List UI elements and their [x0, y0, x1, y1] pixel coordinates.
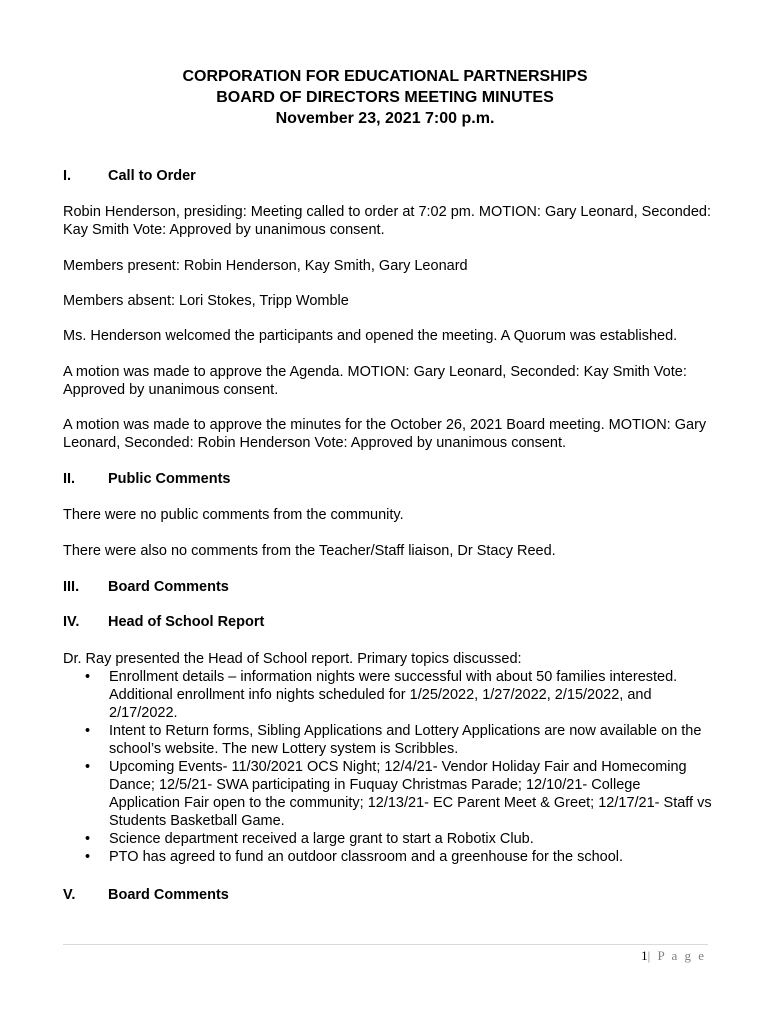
section-number: II.	[63, 471, 76, 487]
list-item: • Science department received a large grant to start a Robotix Club.	[63, 830, 713, 848]
list-item: • PTO has agreed to fund an outdoor classroom and a greenhouse for the school.	[63, 848, 713, 866]
section-number: IV.	[63, 614, 80, 630]
section-heading-board-comments	[63, 578, 229, 596]
footer-divider	[63, 944, 708, 945]
section-number: V.	[63, 887, 76, 903]
section-number: III.	[63, 579, 80, 595]
org-title: CORPORATION FOR EDUCATIONAL PARTNERSHIPS	[182, 68, 588, 85]
section-title: Board Comments	[108, 887, 229, 903]
section-title: Public Comments	[108, 471, 231, 487]
section-number: I.	[63, 168, 72, 184]
list-item: • Upcoming Events- 11/30/2021 OCS Night; 12/4/21- Vendor Holiday Fair and Homecoming Dance; 12/5/21- SWA participating in Fuquay Christmas Parade; 12/10/21- College Application Fair open to the community; 12/13/21- EC Parent Meet & Greet; 12/17/21- Staff vs Students Basketball Game.	[63, 758, 713, 830]
agenda-motion-paragraph: A motion was made to approve the Agenda. MOTION: Gary Leonard, Seconded: Kay Smith Vote: Approved by unanimous consent.	[63, 364, 687, 398]
section-title: Call to Order	[108, 168, 196, 184]
section-heading-call-to-order	[63, 167, 196, 185]
page-number: 1	[641, 948, 648, 963]
section-heading-board-comments-2	[63, 886, 229, 904]
section-title: Board Comments	[108, 579, 229, 595]
report-intro: Dr. Ray presented the Head of School report. Primary topics discussed:	[63, 651, 522, 667]
list-item: • Intent to Return forms, Sibling Applications and Lottery Applications are now available on the school’s website. The new Lottery system is Scribbles.	[63, 722, 713, 758]
meeting-date: November 23, 2021 7:00 p.m.	[275, 110, 495, 127]
call-to-order-paragraph: Robin Henderson, presiding: Meeting called to order at 7:02 pm. MOTION: Gary Leonard, Seconded: Kay Smith Vote: Approved by unanimous consent.	[63, 204, 712, 238]
section-title: Head of School Report	[108, 614, 265, 630]
section-heading-public-comments	[63, 470, 230, 488]
page-footer	[641, 948, 706, 964]
public-comments-paragraph: There were no public comments from the community.	[63, 507, 404, 523]
report-topics-list	[63, 668, 713, 866]
page-label: | P a g e	[647, 948, 706, 963]
members-present: Members present: Robin Henderson, Kay Smith, Gary Leonard	[63, 258, 468, 274]
welcome-paragraph: Ms. Henderson welcomed the participants and opened the meeting. A Quorum was established.	[63, 328, 678, 344]
document-title: BOARD OF DIRECTORS MEETING MINUTES	[216, 89, 554, 106]
members-absent: Members absent: Lori Stokes, Tripp Womble	[63, 293, 349, 309]
liaison-comments-paragraph: There were also no comments from the Teacher/Staff liaison, Dr Stacy Reed.	[63, 543, 556, 559]
minutes-motion-paragraph: A motion was made to approve the minutes for the October 26, 2021 Board meeting. MOTION: Gary Leonard, Seconded: Robin Henderson Vote: Approved by unanimous consent.	[63, 417, 707, 451]
list-item: • Enrollment details – information nights were successful with about 50 families interested. Additional enrollment info nights scheduled for 1/25/2022, 1/27/2022, 2/15/2022, and 2/17/2022.	[63, 668, 713, 722]
section-heading-head-of-school	[63, 613, 264, 631]
